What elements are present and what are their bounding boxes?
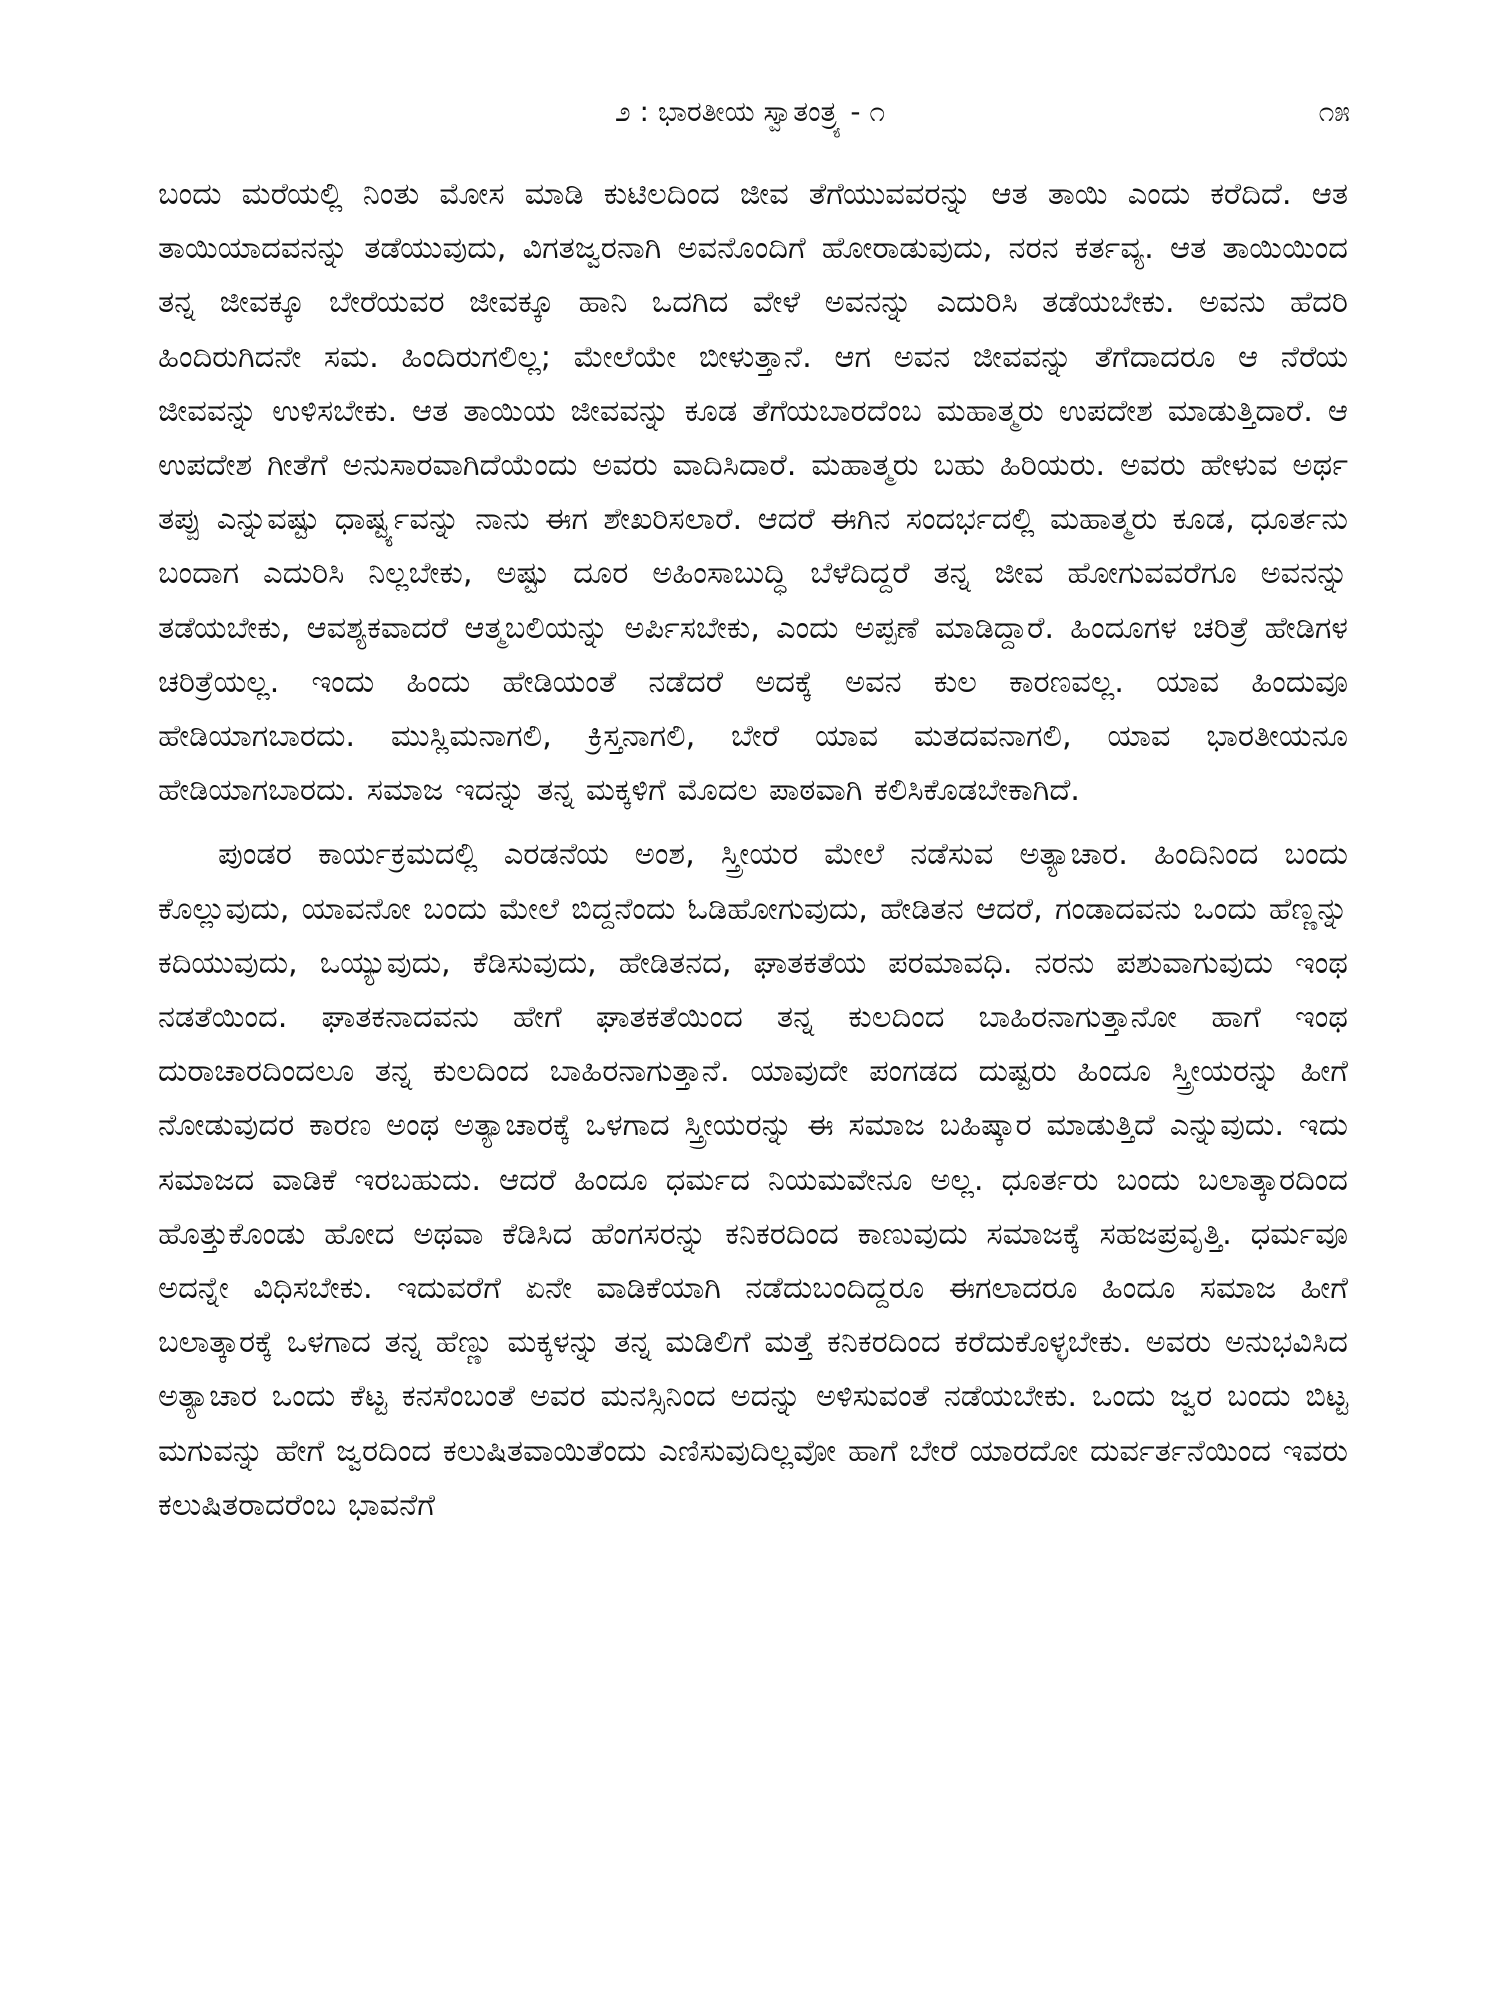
- running-header: [0, 92, 1500, 132]
- chapter-title: ೨ : ಭಾರತೀಯ ಸ್ವಾತಂತ್ರ್ಯ - ೧: [614, 95, 886, 128]
- page-number: ೧೫: [1318, 95, 1350, 128]
- paragraph-1: ಬಂದು ಮರೆಯಲ್ಲಿ ನಿಂತು ಮೋಸ ಮಾಡಿ ಕುಟಿಲದಿಂದ ಜೀವ ತೆಗೆಯುವವರನ್ನು ಆತ ತಾಯಿ ಎಂದು ಕರೆದಿದೆ. ಆತ ತಾಯಿಯಾದವನನ್ನು ತಡೆಯುವುದು, ವಿಗತಜ್ವರನಾಗಿ ಅವನೊಂದಿಗೆ ಹೋರಾಡುವುದು, ನರನ ಕರ್ತವ್ಯ. ಆತ ತಾಯಿಯಿಂದ ತನ್ನ ಜೀವಕ್ಕೂ ಬೇರೆಯವರ ಜೀವಕ್ಕೂ ಹಾನಿ ಒದಗಿದ ವೇಳೆ ಅವನನ್ನು ಎದುರಿಸಿ ತಡೆಯಬೇಕು. ಅವನು ಹೆದರಿ ಹಿಂದಿರುಗಿದನೇ ಸಮ. ಹಿಂದಿರುಗಲಿಲ್ಲ; ಮೇಲೆಯೇ ಬೀಳುತ್ತಾನೆ. ಆಗ ಅವನ ಜೀವವನ್ನು ತೆಗೆದಾದರೂ ಆ ನೆರೆಯ ಜೀವವನ್ನು ಉಳಿಸಬೇಕು. ಆತ ತಾಯಿಯ ಜೀವವನ್ನು ಕೂಡ ತೆಗೆಯಬಾರದೆಂಬ ಮಹಾತ್ಮರು ಉಪದೇಶ ಮಾಡುತ್ತಿದಾರೆ. ಆ ಉಪದೇಶ ಗೀತೆಗೆ ಅನುಸಾರವಾಗಿದೆಯೆಂದು ಅವರು ವಾದಿಸಿದಾರೆ. ಮಹಾತ್ಮರು ಬಹು ಹಿರಿಯರು. ಅವರು ಹೇಳುವ ಅರ್ಥ ತಪ್ಪು ಎನ್ನುವಷ್ಟು ಧಾರ್ಷ್ಟ್ಯವನ್ನು ನಾನು ಈಗ ಶೇಖರಿಸಲಾರೆ. ಆದರೆ ಈಗಿನ ಸಂದರ್ಭದಲ್ಲಿ ಮಹಾತ್ಮರು ಕೂಡ, ಧೂರ್ತನು ಬಂದಾಗ ಎದುರಿಸಿ ನಿಲ್ಲಬೇಕು, ಅಷ್ಟು ದೂರ ಅಹಿಂಸಾಬುದ್ಧಿ ಬೆಳೆದಿದ್ದರೆ ತನ್ನ ಜೀವ ಹೋಗುವವರೆಗೂ ಅವನನ್ನು ತಡೆಯಬೇಕು, ಆವಶ್ಯಕವಾದರೆ ಆತ್ಮಬಲಿಯನ್ನು ಅರ್ಪಿಸಬೇಕು, ಎಂದು ಅಪ್ಪಣೆ ಮಾಡಿದ್ದಾರೆ. ಹಿಂದೂಗಳ ಚರಿತ್ರೆ ಹೇಡಿಗಳ ಚರಿತ್ರೆಯಲ್ಲ. ಇಂದು ಹಿಂದು ಹೇಡಿಯಂತೆ ನಡೆದರೆ ಅದಕ್ಕೆ ಅವನ ಕುಲ ಕಾರಣವಲ್ಲ. ಯಾವ ಹಿಂದುವೂ ಹೇಡಿಯಾಗಬಾರದು. ಮುಸ್ಲಿಮನಾಗಲಿ, ಕ್ರಿಸ್ತನಾಗಲಿ, ಬೇರೆ ಯಾವ ಮತದವನಾಗಲಿ, ಯಾವ ಭಾರತೀಯನೂ ಹೇಡಿಯಾಗಬಾರದು. ಸಮಾಜ ಇದನ್ನು ತನ್ನ ಮಕ್ಕಳಿಗೆ ಮೊದಲ ಪಾಠವಾಗಿ ಕಲಿಸಿಕೊಡಬೇಕಾಗಿದೆ.: [158, 177, 1348, 809]
- paragraph-2: ಪುಂಡರ ಕಾರ್ಯಕ್ರಮದಲ್ಲಿ ಎರಡನೆಯ ಅಂಶ, ಸ್ತ್ರೀಯರ ಮೇಲೆ ನಡೆಸುವ ಅತ್ಯಾಚಾರ. ಹಿಂದಿನಿಂದ ಬಂದು ಕೊಲ್ಲುವುದು, ಯಾವನೋ ಬಂದು ಮೇಲೆ ಬಿದ್ದನೆಂದು ಓಡಿಹೋಗುವುದು, ಹೇಡಿತನ ಆದರೆ, ಗಂಡಾದವನು ಒಂದು ಹೆಣ್ಣನ್ನು ಕದಿಯುವುದು, ಒಯ್ಯುವುದು, ಕೆಡಿಸುವುದು, ಹೇಡಿತನದ, ಘಾತಕತೆಯ ಪರಮಾವಧಿ. ನರನು ಪಶುವಾಗುವುದು ಇಂಥ ನಡತೆಯಿಂದ. ಘಾತಕನಾದವನು ಹೇಗೆ ಘಾತಕತೆಯಿಂದ ತನ್ನ ಕುಲದಿಂದ ಬಾಹಿರನಾಗುತ್ತಾನೋ ಹಾಗೆ ಇಂಥ ದುರಾಚಾರದಿಂದಲೂ ತನ್ನ ಕುಲದಿಂದ ಬಾಹಿರನಾಗುತ್ತಾನೆ. ಯಾವುದೇ ಪಂಗಡದ ದುಷ್ಟರು ಹಿಂದೂ ಸ್ತ್ರೀಯರನ್ನು ಹೀಗೆ ನೋಡುವುದರ ಕಾರಣ ಅಂಥ ಅತ್ಯಾಚಾರಕ್ಕೆ ಒಳಗಾದ ಸ್ತ್ರೀಯರನ್ನು ಈ ಸಮಾಜ ಬಹಿಷ್ಕಾರ ಮಾಡುತ್ತಿದೆ ಎನ್ನುವುದು. ಇದು ಸಮಾಜದ ವಾಡಿಕೆ ಇರಬಹುದು. ಆದರೆ ಹಿಂದೂ ಧರ್ಮದ ನಿಯಮವೇನೂ ಅಲ್ಲ. ಧೂರ್ತರು ಬಂದು ಬಲಾತ್ಕಾರದಿಂದ ಹೊತ್ತುಕೊಂಡು ಹೋದ ಅಥವಾ ಕೆಡಿಸಿದ ಹೆಂಗಸರನ್ನು ಕನಿಕರದಿಂದ ಕಾಣುವುದು ಸಮಾಜಕ್ಕೆ ಸಹಜಪ್ರವೃತ್ತಿ. ಧರ್ಮವೂ ಅದನ್ನೇ ವಿಧಿಸಬೇಕು. ಇದುವರೆಗೆ ಏನೇ ವಾಡಿಕೆಯಾಗಿ ನಡೆದುಬಂದಿದ್ದರೂ ಈಗಲಾದರೂ ಹಿಂದೂ ಸಮಾಜ ಹೀಗೆ ಬಲಾತ್ಕಾರಕ್ಕೆ ಒಳಗಾದ ತನ್ನ ಹೆಣ್ಣು ಮಕ್ಕಳನ್ನು ತನ್ನ ಮಡಿಲಿಗೆ ಮತ್ತೆ ಕನಿಕರದಿಂದ ಕರೆದುಕೊಳ್ಳಬೇಕು. ಅವರು ಅನುಭವಿಸಿದ ಅತ್ಯಾಚಾರ ಒಂದು ಕೆಟ್ಟ ಕನಸೆಂಬಂತೆ ಅವರ ಮನಸ್ಸಿನಿಂದ ಅದನ್ನು ಅಳಿಸುವಂತೆ ನಡೆಯಬೇಕು. ಒಂದು ಜ್ವರ ಬಂದು ಬಿಟ್ಟ ಮಗುವನ್ನು ಹೇಗೆ ಜ್ವರದಿಂದ ಕಲುಷಿತವಾಯಿತೆಂದು ಎಣಿಸುವುದಿಲ್ಲವೋ ಹಾಗೆ ಬೇರೆ ಯಾರದೋ ದುರ್ವರ್ತನೆಯಿಂದ ಇವರು ಕಲುಷಿತರಾದರೆಂಬ ಭಾವನೆಗೆ: [158, 837, 1348, 1523]
- body-text: [158, 168, 1348, 1543]
